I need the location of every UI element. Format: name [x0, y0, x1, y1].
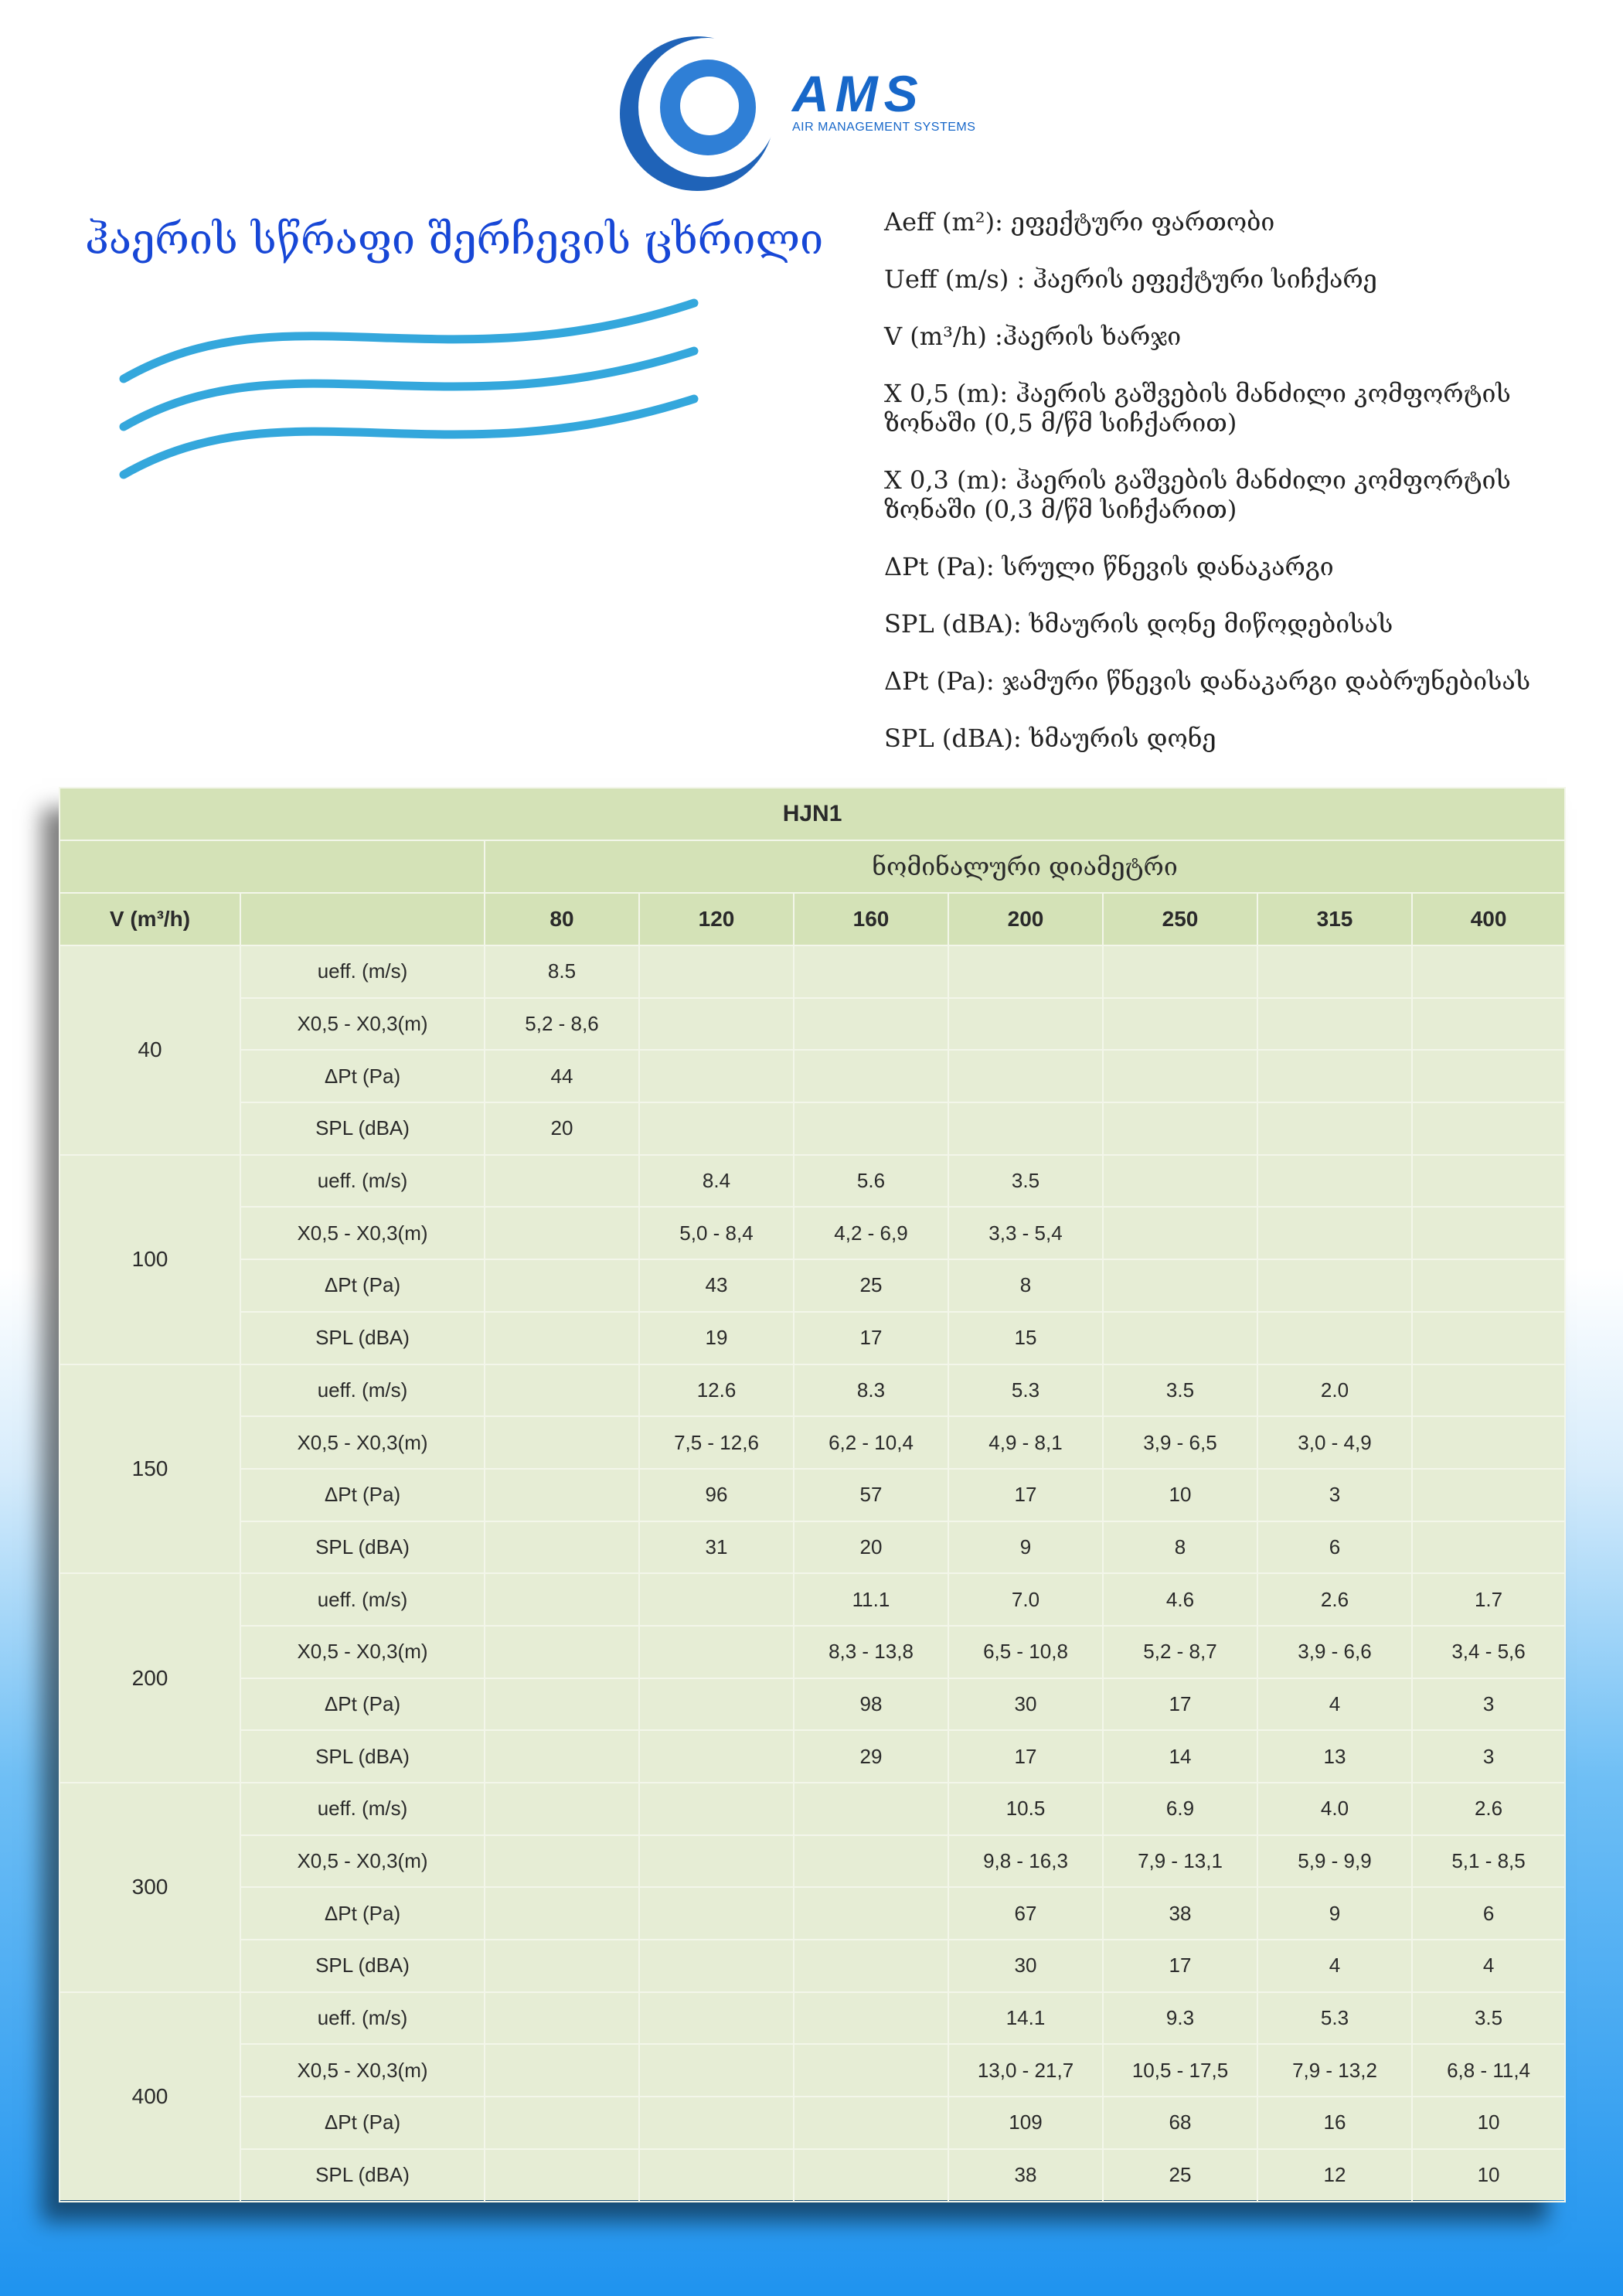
value-cell — [1412, 1050, 1565, 1102]
value-cell — [1257, 1102, 1412, 1155]
value-cell: 29 — [794, 1730, 948, 1783]
param-cell: ΔPt (Pa) — [240, 1887, 485, 1940]
table-row — [60, 1364, 1565, 1417]
value-cell: 10 — [1103, 1469, 1257, 1521]
value-cell: 4 — [1257, 1678, 1412, 1731]
param-cell: SPL (dBA) — [240, 1102, 485, 1155]
value-cell: 4 — [1412, 1940, 1565, 1992]
selection-table — [59, 787, 1564, 2200]
value-cell — [1103, 1050, 1257, 1102]
value-cell: 7.0 — [948, 1573, 1103, 1626]
value-cell — [1257, 1312, 1412, 1364]
value-cell: 30 — [948, 1678, 1103, 1731]
param-column-header — [240, 893, 485, 945]
value-cell — [948, 945, 1103, 998]
value-cell: 17 — [1103, 1678, 1257, 1731]
value-cell: 3.5 — [1103, 1364, 1257, 1417]
value-cell: 57 — [794, 1469, 948, 1521]
value-cell — [794, 1050, 948, 1102]
value-cell: 19 — [639, 1312, 794, 1364]
value-cell: 17 — [948, 1469, 1103, 1521]
value-cell: 9 — [1257, 1887, 1412, 1940]
value-cell — [1103, 1259, 1257, 1312]
value-cell — [794, 1835, 948, 1888]
param-cell: X0,5 - X0,3(m) — [240, 998, 485, 1051]
value-cell: 10,5 - 17,5 — [1103, 2044, 1257, 2097]
value-cell: 3,0 - 4,9 — [1257, 1416, 1412, 1469]
value-cell — [639, 1835, 794, 1888]
value-cell: 16 — [1257, 2097, 1412, 2149]
value-cell — [485, 1259, 639, 1312]
value-cell — [1257, 1259, 1412, 1312]
value-cell: 17 — [1103, 1940, 1257, 1992]
value-cell: 31 — [639, 1521, 794, 1574]
value-cell — [794, 1992, 948, 2045]
value-cell — [485, 1835, 639, 1888]
value-cell — [948, 1050, 1103, 1102]
param-cell: SPL (dBA) — [240, 1312, 485, 1364]
value-cell — [1103, 945, 1257, 998]
page-title: ჰაერის სწრაფი შერჩევის ცხრილი — [85, 215, 824, 264]
value-cell: 68 — [1103, 2097, 1257, 2149]
diameter-header-315: 315 — [1257, 893, 1412, 945]
value-cell: 6,5 - 10,8 — [948, 1626, 1103, 1678]
value-cell: 9 — [948, 1521, 1103, 1574]
value-cell — [1257, 1155, 1412, 1208]
value-cell — [639, 1887, 794, 1940]
value-cell: 10.5 — [948, 1783, 1103, 1835]
value-cell: 98 — [794, 1678, 948, 1731]
value-cell: 6.9 — [1103, 1783, 1257, 1835]
param-cell: ΔPt (Pa) — [240, 1050, 485, 1102]
value-cell: 5.6 — [794, 1155, 948, 1208]
param-cell: ueff. (m/s) — [240, 945, 485, 998]
diameter-header-160: 160 — [794, 893, 948, 945]
value-cell — [1257, 1207, 1412, 1259]
table-row — [60, 1835, 1565, 1888]
value-cell: 13,0 - 21,7 — [948, 2044, 1103, 2097]
value-cell: 67 — [948, 1887, 1103, 1940]
legend-item-spl: SPL (dBA): ხმაურის დონე — [884, 724, 1216, 753]
value-cell — [794, 2097, 948, 2149]
param-cell: ueff. (m/s) — [240, 1364, 485, 1417]
value-cell: 8 — [1103, 1521, 1257, 1574]
table-row — [60, 1783, 1565, 1835]
value-cell — [639, 2044, 794, 2097]
legend-item-spl-supply: SPL (dBA): ხმაურის დონე მიწოდებისას — [884, 609, 1393, 639]
value-cell — [1257, 1050, 1412, 1102]
value-cell — [794, 998, 948, 1051]
value-cell — [948, 1102, 1103, 1155]
param-cell: X0,5 - X0,3(m) — [240, 1626, 485, 1678]
value-cell — [485, 1521, 639, 1574]
volume-cell: 200 — [60, 1573, 240, 1783]
param-cell: SPL (dBA) — [240, 1940, 485, 1992]
value-cell: 20 — [794, 1521, 948, 1574]
logo-ring-icon — [611, 31, 781, 201]
param-cell: X0,5 - X0,3(m) — [240, 2044, 485, 2097]
value-cell: 2.6 — [1412, 1783, 1565, 1835]
value-cell — [485, 1992, 639, 2045]
value-cell: 2.0 — [1257, 1364, 1412, 1417]
legend-item-dpt-return: ΔPt (Pa): ჯამური წნევის დანაკარგი დაბრუნებისას — [884, 666, 1531, 696]
value-cell — [1103, 1312, 1257, 1364]
value-cell: 5,2 - 8,6 — [485, 998, 639, 1051]
volume-cell: 100 — [60, 1155, 240, 1364]
value-cell: 11.1 — [794, 1573, 948, 1626]
value-cell: 8.4 — [639, 1155, 794, 1208]
value-cell — [639, 1102, 794, 1155]
value-cell: 5,1 - 8,5 — [1412, 1835, 1565, 1888]
param-cell: X0,5 - X0,3(m) — [240, 1835, 485, 1888]
value-cell — [485, 1469, 639, 1521]
value-cell: 7,9 - 13,2 — [1257, 2044, 1412, 2097]
volume-cell: 40 — [60, 945, 240, 1155]
value-cell — [639, 1783, 794, 1835]
value-cell: 8.3 — [794, 1364, 948, 1417]
value-cell: 6 — [1412, 1887, 1565, 1940]
value-cell: 38 — [948, 2149, 1103, 2202]
table-row — [60, 1992, 1565, 2045]
value-cell: 5,0 - 8,4 — [639, 1207, 794, 1259]
param-cell: ΔPt (Pa) — [240, 1259, 485, 1312]
value-cell: 8,3 - 13,8 — [794, 1626, 948, 1678]
value-cell: 3,9 - 6,5 — [1103, 1416, 1257, 1469]
value-cell: 14.1 — [948, 1992, 1103, 2045]
param-cell: ΔPt (Pa) — [240, 2097, 485, 2149]
value-cell — [639, 1730, 794, 1783]
value-cell — [485, 1416, 639, 1469]
value-cell: 9,8 - 16,3 — [948, 1835, 1103, 1888]
value-cell — [794, 2044, 948, 2097]
value-cell: 3 — [1412, 1678, 1565, 1731]
value-cell: 5,2 - 8,7 — [1103, 1626, 1257, 1678]
value-cell — [485, 2097, 639, 2149]
table-row — [60, 1626, 1565, 1678]
value-cell — [485, 1730, 639, 1783]
value-cell: 6,8 - 11,4 — [1412, 2044, 1565, 2097]
legend-item-x03: X 0,3 (m): ჰაერის გაშვების მანძილი კომფორტის ზონაში (0,3 მ/წმ სიჩქარით) — [884, 465, 1511, 524]
value-cell — [639, 998, 794, 1051]
diameter-header-200: 200 — [948, 893, 1103, 945]
table-row — [60, 1312, 1565, 1364]
value-cell — [1412, 1155, 1565, 1208]
table-header-blank — [60, 840, 485, 893]
value-cell — [794, 2149, 948, 2202]
value-cell: 3 — [1412, 1730, 1565, 1783]
air-waves-icon — [116, 286, 703, 487]
value-cell — [485, 1678, 639, 1731]
value-cell: 8.5 — [485, 945, 639, 998]
value-cell: 4 — [1257, 1940, 1412, 1992]
value-cell — [1412, 1521, 1565, 1574]
volume-cell: 400 — [60, 1992, 240, 2202]
table-row — [60, 1207, 1565, 1259]
value-cell: 30 — [948, 1940, 1103, 1992]
value-cell — [1103, 998, 1257, 1051]
value-cell: 1.7 — [1412, 1573, 1565, 1626]
table-row — [60, 1887, 1565, 1940]
value-cell: 5.3 — [948, 1364, 1103, 1417]
param-cell: X0,5 - X0,3(m) — [240, 1207, 485, 1259]
value-cell — [1412, 1364, 1565, 1417]
value-cell: 4,9 - 8,1 — [948, 1416, 1103, 1469]
value-cell: 4.0 — [1257, 1783, 1412, 1835]
value-cell — [485, 1207, 639, 1259]
value-cell: 14 — [1103, 1730, 1257, 1783]
param-cell: X0,5 - X0,3(m) — [240, 1416, 485, 1469]
value-cell: 25 — [794, 1259, 948, 1312]
param-cell: ΔPt (Pa) — [240, 1469, 485, 1521]
value-cell: 43 — [639, 1259, 794, 1312]
value-cell: 7,5 - 12,6 — [639, 1416, 794, 1469]
value-cell — [1257, 998, 1412, 1051]
value-cell: 5,9 - 9,9 — [1257, 1835, 1412, 1888]
value-cell: 12.6 — [639, 1364, 794, 1417]
value-cell — [485, 2044, 639, 2097]
table-row — [60, 1940, 1565, 1992]
value-cell: 4.6 — [1103, 1573, 1257, 1626]
value-cell: 8 — [948, 1259, 1103, 1312]
value-cell — [1412, 1259, 1565, 1312]
value-cell — [639, 945, 794, 998]
table-row — [60, 2149, 1565, 2202]
brand-logo — [611, 31, 989, 201]
param-cell: ueff. (m/s) — [240, 1992, 485, 2045]
value-cell — [1412, 945, 1565, 998]
param-cell: ueff. (m/s) — [240, 1783, 485, 1835]
value-cell — [948, 998, 1103, 1051]
value-cell: 3,4 - 5,6 — [1412, 1626, 1565, 1678]
table-row — [60, 1416, 1565, 1469]
table-row — [60, 998, 1565, 1051]
value-cell: 3,3 - 5,4 — [948, 1207, 1103, 1259]
value-cell: 3,9 - 6,6 — [1257, 1626, 1412, 1678]
value-cell — [485, 1940, 639, 1992]
value-cell: 13 — [1257, 1730, 1412, 1783]
param-cell: ueff. (m/s) — [240, 1573, 485, 1626]
value-cell — [639, 1573, 794, 1626]
value-cell — [1412, 1469, 1565, 1521]
volume-cell: 300 — [60, 1783, 240, 1992]
value-cell: 10 — [1412, 2097, 1565, 2149]
volume-cell: 150 — [60, 1364, 240, 1574]
param-cell: SPL (dBA) — [240, 1730, 485, 1783]
table-row — [60, 1678, 1565, 1731]
value-cell — [1103, 1102, 1257, 1155]
value-cell — [1103, 1155, 1257, 1208]
diameter-header-120: 120 — [639, 893, 794, 945]
value-cell — [639, 1050, 794, 1102]
table-row — [60, 945, 1565, 998]
diameter-header-400: 400 — [1412, 893, 1565, 945]
value-cell — [485, 1887, 639, 1940]
value-cell — [1103, 1207, 1257, 1259]
value-cell — [485, 1783, 639, 1835]
legend-item-volume: V (m³/h) :ჰაერის ხარჯი — [884, 322, 1182, 351]
value-cell — [1412, 998, 1565, 1051]
value-cell: 10 — [1412, 2149, 1565, 2202]
value-cell: 3.5 — [1412, 1992, 1565, 2045]
table-model-header: HJN1 — [60, 788, 1565, 840]
value-cell: 9.3 — [1103, 1992, 1257, 2045]
value-cell — [485, 1312, 639, 1364]
diameter-header-80: 80 — [485, 893, 639, 945]
value-cell — [794, 1887, 948, 1940]
value-cell: 44 — [485, 1050, 639, 1102]
value-cell — [485, 1364, 639, 1417]
value-cell: 3.5 — [948, 1155, 1103, 1208]
value-cell: 109 — [948, 2097, 1103, 2149]
table-row — [60, 2097, 1565, 2149]
value-cell: 5.3 — [1257, 1992, 1412, 2045]
value-cell: 96 — [639, 1469, 794, 1521]
value-cell — [639, 1940, 794, 1992]
abbreviations-legend — [884, 207, 1580, 781]
table-row — [60, 1050, 1565, 1102]
value-cell — [639, 1626, 794, 1678]
legend-item-aeff: Aeff (m²): ეფექტური ფართობი — [884, 207, 1275, 237]
value-cell — [485, 2149, 639, 2202]
legend-item-ueff: Ueff (m/s) : ჰაერის ეფექტური სიჩქარე — [884, 264, 1377, 294]
legend-item-dpt-supply: ΔPt (Pa): სრული წნევის დანაკარგი — [884, 552, 1334, 581]
value-cell — [485, 1573, 639, 1626]
table-row — [60, 1155, 1565, 1208]
param-cell: SPL (dBA) — [240, 2149, 485, 2202]
brand-name: AMS — [792, 65, 924, 122]
value-cell — [485, 1626, 639, 1678]
table-row — [60, 1102, 1565, 1155]
value-cell: 15 — [948, 1312, 1103, 1364]
table-row — [60, 1469, 1565, 1521]
param-cell: SPL (dBA) — [240, 1521, 485, 1574]
value-cell — [639, 2149, 794, 2202]
value-cell — [794, 945, 948, 998]
value-cell — [794, 1783, 948, 1835]
value-cell — [1412, 1207, 1565, 1259]
value-cell — [1412, 1102, 1565, 1155]
table-row — [60, 1573, 1565, 1626]
value-cell — [1412, 1312, 1565, 1364]
legend-item-x05: X 0,5 (m): ჰაერის გაშვების მანძილი კომფორტის ზონაში (0,5 მ/წმ სიჩქარით) — [884, 379, 1511, 438]
diameter-header-250: 250 — [1103, 893, 1257, 945]
volume-column-header: V (m³/h) — [60, 893, 240, 945]
table-row — [60, 1259, 1565, 1312]
value-cell — [794, 1940, 948, 1992]
param-cell: ΔPt (Pa) — [240, 1678, 485, 1731]
value-cell: 3 — [1257, 1469, 1412, 1521]
table-row — [60, 1521, 1565, 1574]
value-cell: 25 — [1103, 2149, 1257, 2202]
value-cell: 7,9 - 13,1 — [1103, 1835, 1257, 1888]
value-cell: 4,2 - 6,9 — [794, 1207, 948, 1259]
value-cell — [639, 2097, 794, 2149]
value-cell: 2.6 — [1257, 1573, 1412, 1626]
value-cell — [794, 1102, 948, 1155]
value-cell: 6 — [1257, 1521, 1412, 1574]
value-cell — [639, 1992, 794, 2045]
table-row — [60, 2044, 1565, 2097]
value-cell: 12 — [1257, 2149, 1412, 2202]
value-cell — [485, 1155, 639, 1208]
value-cell: 20 — [485, 1102, 639, 1155]
value-cell — [639, 1678, 794, 1731]
value-cell: 38 — [1103, 1887, 1257, 1940]
param-cell: ueff. (m/s) — [240, 1155, 485, 1208]
value-cell — [1412, 1416, 1565, 1469]
value-cell: 17 — [794, 1312, 948, 1364]
value-cell: 17 — [948, 1730, 1103, 1783]
value-cell: 6,2 - 10,4 — [794, 1416, 948, 1469]
table-row — [60, 1730, 1565, 1783]
value-cell — [1257, 945, 1412, 998]
nominal-diameter-header: ნომინალური დიამეტრი — [485, 840, 1565, 893]
brand-tagline: AIR MANAGEMENT SYSTEMS — [792, 121, 976, 134]
